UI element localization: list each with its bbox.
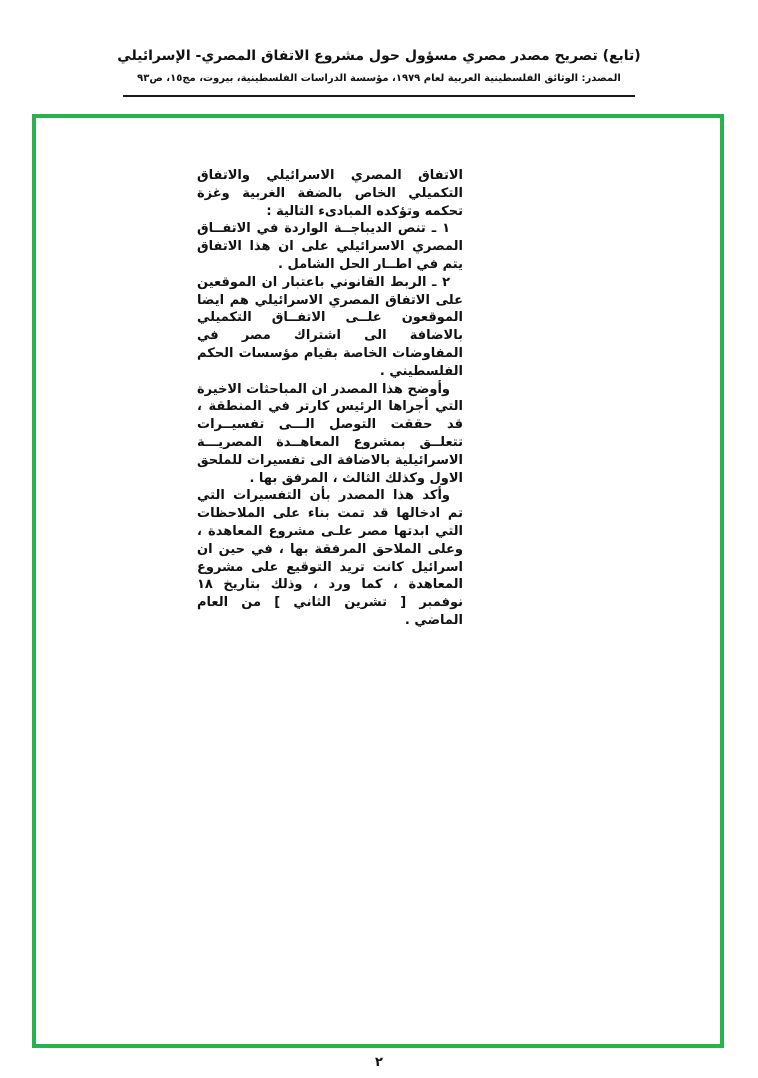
document-source: المصدر: الوثائق الفلسطينية العربية لعام ١٩٧٩، مؤسسة الدراسات الفلسطينية، بيروت، مج١٥، ص٩٣ (137, 73, 621, 84)
paragraph: وأكد هذا المصدر بأن التفسيرات التي تم ادخالها قد تمت بناء على الملاحظات التي ابدتها مصر علـى مشروع المعاهدة ، وعلى الملاحق المرفقة بها ، في حين ان اسرائيل كانت تريد التوقيع على مشروع المعاهدة ، كما ورد ، وذلك بتاريخ ١٨ نوفمبر [ تشرين الثاني ] من العام الماضي . (197, 488, 463, 628)
paragraph: الاتفاق المصري الاسرائيلي والاتفاق التكميلي الخاص بالضفة الغربية وغزة تحكمه وتؤكده المبادىء التالية : (197, 168, 463, 219)
page-number: ٢ (375, 1055, 383, 1070)
paragraph: ٢ ـ الربط القانوني باعتبار ان الموقعين على الاتفاق المصري الاسرائيلي هم ايضا الموقعون علــى الاتفــاق التكميلي بالاضافة الى اشتراك مصر في المفاوضات الخاصة بقيام مؤسسات الحكم الفلسطيني . (197, 274, 463, 379)
scan-frame (32, 114, 724, 1048)
document-header (0, 48, 758, 84)
paragraph: وأوضح هذا المصدر ان المباحثات الاخيرة التي أجراها الرئيس كارتر في المنطقة ، قد حققت التوصل الـــى تفسيــرات تتعلــق بمشروع المعاهــدة المصريـــة الاسرائيلية بالاضافة الى تفسيرات للملحق الاول وكذلك الثالث ، المرفق بها . (197, 381, 463, 486)
document-title: (تابع) تصريح مصدر مصري مسؤول حول مشروع الاتفاق المصري- الإسرائيلي (117, 48, 641, 64)
paragraph: ١ ـ تنص الديباجــة الواردة في الاتفــاق المصري الاسرائيلي على ان هذا الاتفاق يتم في اطــار الحل الشامل . (197, 221, 463, 272)
document-body (197, 167, 463, 630)
header-divider (123, 95, 635, 97)
